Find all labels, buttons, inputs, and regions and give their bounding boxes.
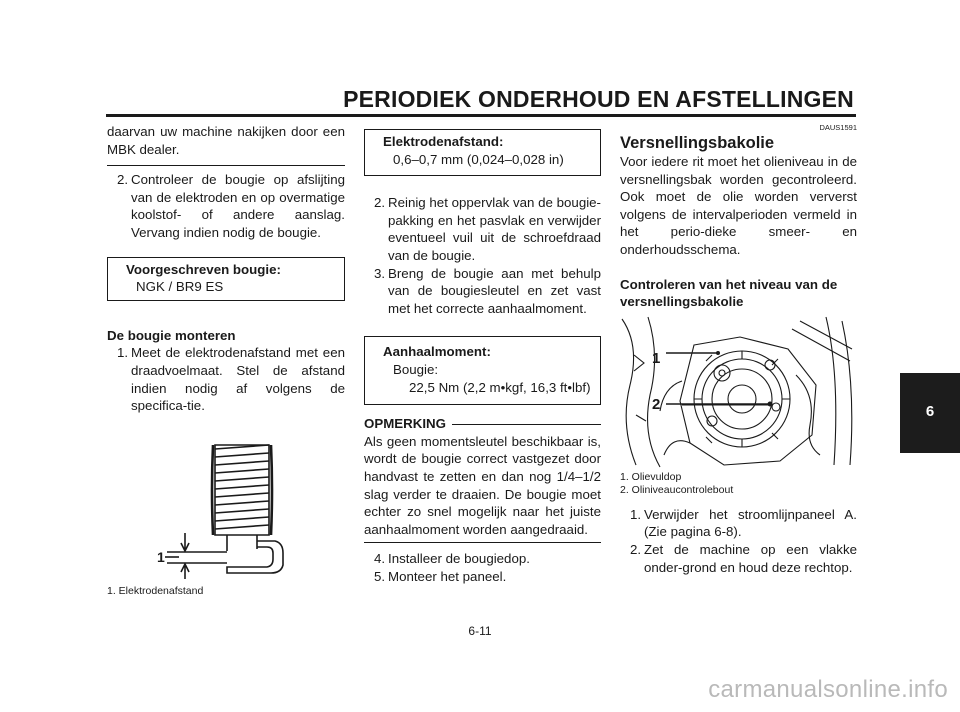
note-heading-rule [452,424,601,425]
page-number: 6-11 [468,624,492,638]
torque-subject: Bougie: [393,361,439,377]
left-step-2-num: 2. [117,172,129,188]
electrode-gap-title: Elektrodenafstand: [383,134,504,149]
note-text: Als geen momentsleutel beschikbaar is, wordt de bougie correct vastgezet door handvast te zetten en dan nog 1/4–1/2 slag verder te draaien. De bougie moet echter zo snel mogelijk naar het juiste aanhaalmoment worden aangedraaid. [364,433,601,537]
middle-step-3-num: 3. [374,265,386,281]
middle-step-5-num: 5. [374,568,386,584]
middle-step-4-num: 4. [374,551,386,567]
watermark: carmanualsonline.info [708,676,948,703]
right-step-2-text: Zet de machine op een vlakke onder-grond en houd deze rechtop. [644,541,857,575]
note-heading [364,415,601,433]
torque-title: Aanhaalmoment: [383,344,491,360]
middle-step-2-text: Reinig het oppervlak van de bougie-pakking en het pasvlak en verwijder eventueel vuil uit de schroefdraad van de bougie. [388,195,601,263]
middle-step-4 [364,550,601,568]
spark-plug-spec-title: Voorgeschreven bougie: [126,261,281,277]
left-column [107,123,345,598]
section-code: DAUS1591 [819,123,857,132]
right-steps [620,506,857,576]
middle-column [364,129,601,585]
chapter-tab-label: 6 [925,403,935,420]
torque-value: 22,5 Nm (2,2 m•kgf, 16,3 ft•lbf) [409,379,591,395]
left-figure-caption: 1. Elektrodenafstand [107,584,204,597]
left-step-2 [107,171,345,241]
middle-step-4-text: Installeer de bougiedop. [388,551,530,567]
middle-step-3 [364,265,601,318]
electrode-gap-value: 0,6–0,7 mm (0,024–0,028 in) [393,151,564,167]
middle-step-2-num: 2. [374,195,386,211]
left-separator [107,165,345,166]
section-title: Versnellingsbakolie [620,134,775,152]
left-step-2-text: Controleer de bougie op afslijting van de elektroden en op overmatige koolstof- of andere aanslag. Vervang indien nodig de bougie. [131,172,345,240]
section-intro: Voor iedere rit moet het olieniveau in de versnellingsbak worden gecontroleerd. Ook moet de olie worden ververst volgens de intervalperioden vermeld in het perio-dieke smeer- en onderhoudsschema. [620,154,857,257]
left-step-1-num: 1. [117,345,129,361]
header-rule [106,114,856,117]
page-header-title: PERIODIEK ONDERHOUD EN AFSTELLINGEN [343,86,854,112]
figure-label-1: 1 [652,349,661,367]
spark-plug-spec-value: NGK / BR9 ES [136,279,224,295]
gearbox-engine-drawing [620,315,857,469]
right-caption-2: 2. Oliniveaucontrolebout [620,483,734,496]
right-step-1-text: Verwijder het stroomlijnpaneel A. (Zie pagina 6-8). [644,506,857,540]
chapter-tab [900,373,960,453]
middle-steps [364,194,601,317]
right-step-1-num: 1. [630,506,642,522]
note-end-rule [364,542,601,543]
right-step-2 [620,541,857,576]
mount-heading: De bougie monteren [107,327,236,343]
right-column [620,123,857,576]
figure-label-2: 2 [652,395,661,413]
middle-step-2 [364,194,601,264]
left-intro: daarvan uw machine nakijken door een MBK dealer. [107,124,345,157]
right-step-2-num: 2. [630,541,642,557]
electrode-gap-box [364,129,601,176]
spark-plug-gap-drawing [107,425,345,579]
spark-plug-figure [107,425,345,579]
middle-step-5-text: Monteer het paneel. [388,568,507,584]
right-caption-1: 1. Olievuldop [620,470,682,483]
spark-plug-spec-box [107,257,345,301]
torque-box [364,336,601,405]
right-step-1 [620,506,857,541]
section-subheading: Controleren van het niveau van de versnellingsbakolie [620,276,838,310]
figure-label-gap: 1 [157,548,165,565]
left-step-1 [107,344,345,414]
middle-step-5 [364,568,601,586]
gearbox-figure [620,315,857,469]
note-heading-label: OPMERKING [364,416,447,432]
left-step-1-text: Meet de elektrodenafstand met een draadvoelmaat. Stel de afstand indien nodig af volgens de specifica-tie. [131,345,345,414]
middle-step-3-text: Breng de bougie aan met behulp van de bougiesleutel en zet vast met het correcte aanhaalmoment. [388,265,601,316]
